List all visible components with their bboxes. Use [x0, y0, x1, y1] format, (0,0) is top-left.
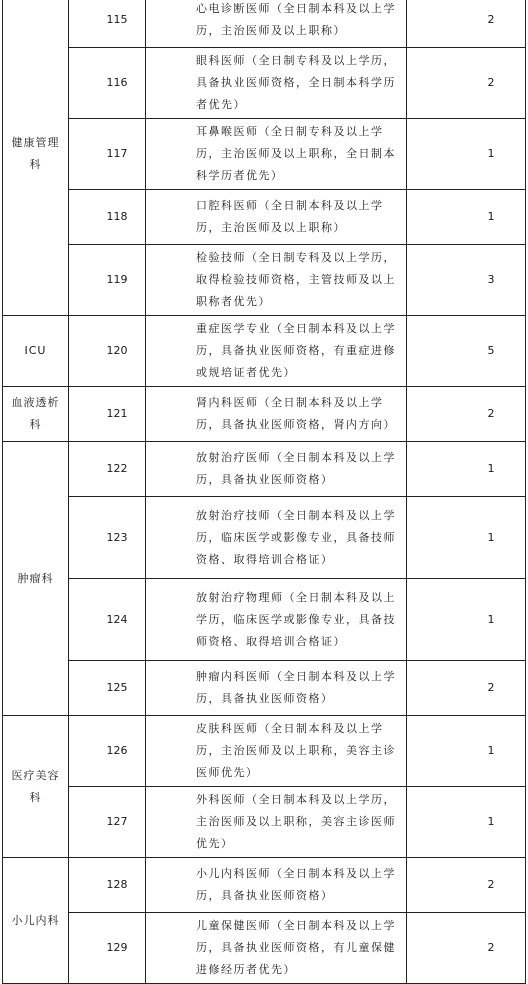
department-cell: 血液透析科 [3, 387, 69, 442]
department-cell: 小儿内科 [3, 858, 69, 984]
headcount-cell: 2 [407, 661, 526, 716]
headcount-cell: 1 [407, 119, 526, 190]
requirement-cell: 眼科医师（全日制专科及以上学历，具备执业医师资格，全日制本科学历者优先） [146, 48, 407, 119]
department-cell: 肿瘤科 [3, 442, 69, 716]
position-number-cell: 115 [69, 0, 146, 48]
requirement-cell: 放射治疗医师（全日制本科及以上学历，具备执业医师资格） [146, 442, 407, 497]
requirement-cell: 皮肤科医师（全日制本科及以上学历，主治医师及以上职称，美容主诊医师优先） [146, 716, 407, 787]
headcount-cell: 1 [407, 787, 526, 858]
table-row [3, 387, 526, 442]
requirement-cell: 检验技师（全日制专科及以上学历，取得检验技师资格，主管技师及以上职称者优先） [146, 245, 407, 316]
headcount-cell: 2 [407, 387, 526, 442]
department-cell: 医疗美容科 [3, 716, 69, 858]
table-row [3, 245, 526, 316]
requirement-cell: 重症医学专业（全日制本科及以上学历，具备执业医师资格，有重症进修或规培证者优先） [146, 316, 407, 387]
requirement-cell: 心电诊断医师（全日制本科及以上学历，主治医师及以上职称） [146, 0, 407, 48]
table-row [3, 119, 526, 190]
requirement-cell: 耳鼻喉医师（全日制专科及以上学历，主治医师及以上职称，全日制本科学历者优先） [146, 119, 407, 190]
headcount-cell: 5 [407, 316, 526, 387]
position-number-cell: 118 [69, 190, 146, 245]
table-row [3, 316, 526, 387]
headcount-cell: 2 [407, 0, 526, 48]
department-cell: ICU [3, 316, 69, 387]
department-cell: 健康管理科 [3, 0, 69, 316]
position-number-cell: 119 [69, 245, 146, 316]
requirement-cell: 小儿内科医师（全日制本科及以上学历，具备执业医师资格） [146, 858, 407, 913]
position-number-cell: 117 [69, 119, 146, 190]
position-number-cell: 129 [69, 913, 146, 984]
headcount-cell: 1 [407, 497, 526, 579]
position-number-cell: 125 [69, 661, 146, 716]
headcount-cell: 3 [407, 245, 526, 316]
headcount-cell: 2 [407, 913, 526, 984]
headcount-cell: 2 [407, 858, 526, 913]
headcount-cell: 2 [407, 48, 526, 119]
position-number-cell: 127 [69, 787, 146, 858]
table-row [3, 579, 526, 661]
requirement-cell: 口腔科医师（全日制本科及以上学历，主治医师及以上职称） [146, 190, 407, 245]
position-number-cell: 121 [69, 387, 146, 442]
headcount-cell: 1 [407, 579, 526, 661]
requirement-cell: 放射治疗物理师（全日制本科及以上学历，临床医学或影像专业，具备技师资格、取得培训合格证） [146, 579, 407, 661]
table-row [3, 661, 526, 716]
requirement-cell: 放射治疗技师（全日制本科及以上学历，临床医学或影像专业，具备技师资格、取得培训合格证） [146, 497, 407, 579]
position-number-cell: 122 [69, 442, 146, 497]
position-number-cell: 116 [69, 48, 146, 119]
requirement-cell: 儿童保健医师（全日制本科及以上学历，具备执业医师资格，有儿童保健进修经历者优先） [146, 913, 407, 984]
position-number-cell: 124 [69, 579, 146, 661]
table-row [3, 858, 526, 913]
position-number-cell: 126 [69, 716, 146, 787]
position-number-cell: 120 [69, 316, 146, 387]
table-row [3, 497, 526, 579]
table-row [3, 190, 526, 245]
table-body [3, 0, 526, 984]
table-row [3, 48, 526, 119]
headcount-cell: 1 [407, 442, 526, 497]
requirement-cell: 肾内科医师（全日制本科及以上学历，具备执业医师资格，肾内方向） [146, 387, 407, 442]
requirement-cell: 肿瘤内科医师（全日制本科及以上学历，具备执业医师资格） [146, 661, 407, 716]
table-row [3, 787, 526, 858]
table-row [3, 0, 526, 48]
table-row [3, 913, 526, 984]
headcount-cell: 1 [407, 190, 526, 245]
table-row [3, 716, 526, 787]
recruitment-table [2, 0, 526, 984]
position-number-cell: 123 [69, 497, 146, 579]
requirement-cell: 外科医师（全日制本科及以上学历，主治医师及以上职称，美容主诊医师优先） [146, 787, 407, 858]
table-row [3, 442, 526, 497]
headcount-cell: 1 [407, 716, 526, 787]
position-number-cell: 128 [69, 858, 146, 913]
